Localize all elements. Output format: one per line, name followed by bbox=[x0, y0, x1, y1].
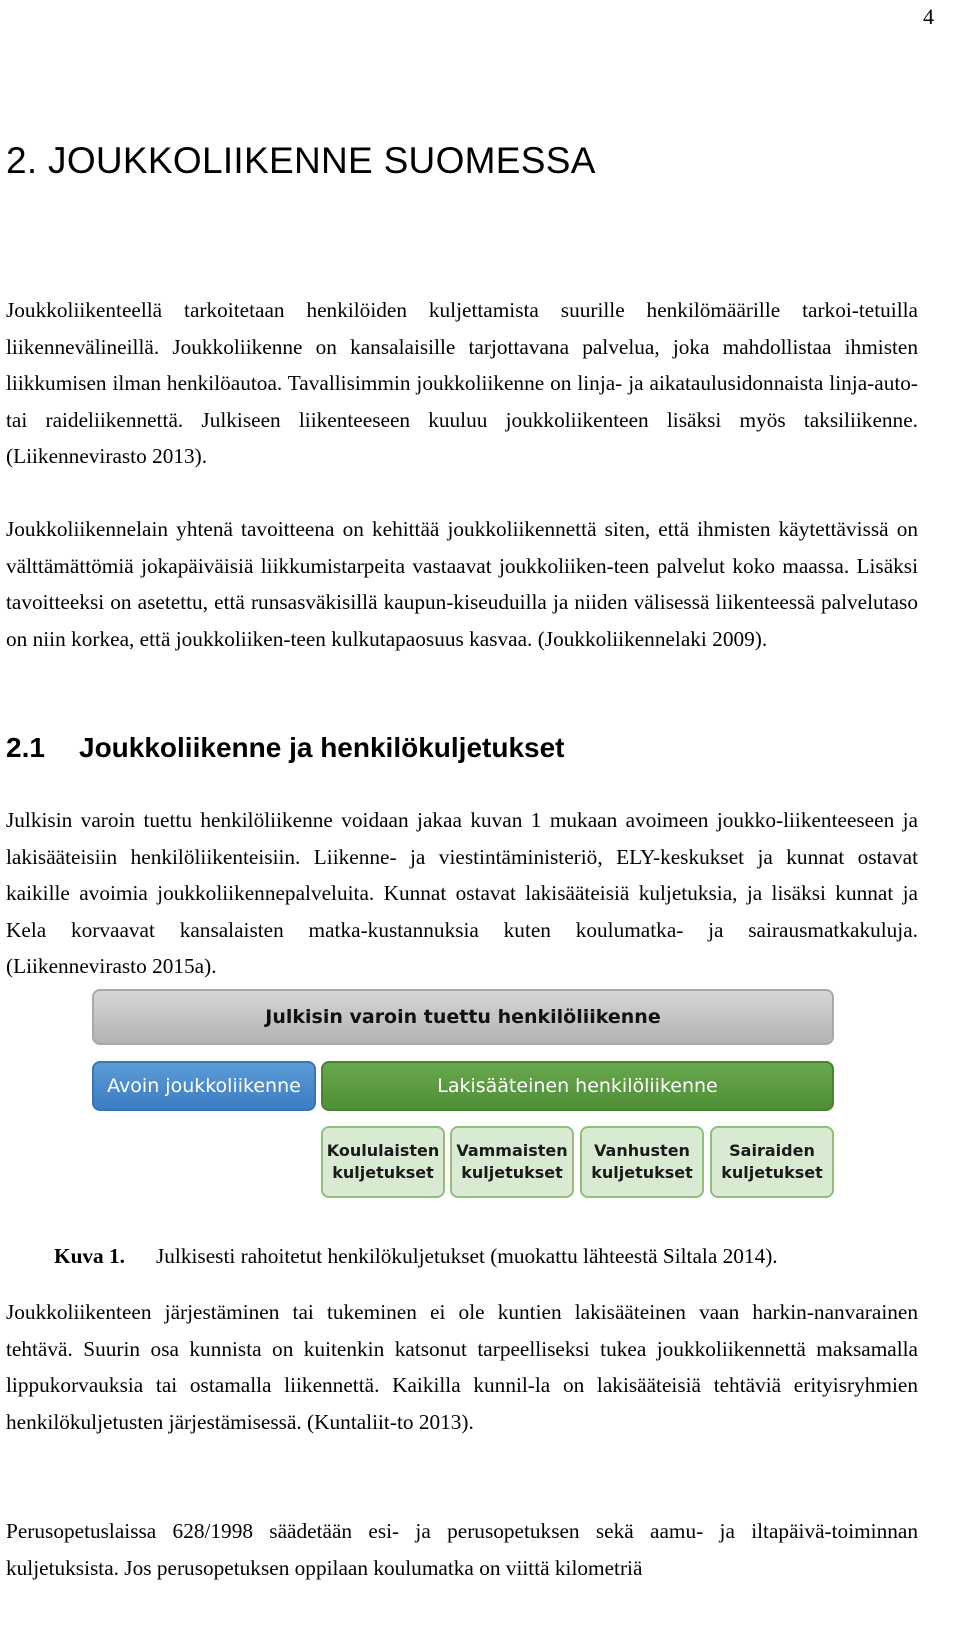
diagram-box-line: kuljetukset bbox=[591, 1163, 693, 1182]
diagram-box-elderly-transport bbox=[580, 1126, 704, 1198]
section-number: 2.1 bbox=[6, 732, 45, 763]
page-number: 4 bbox=[923, 4, 934, 29]
diagram-box-open-transport: Avoin joukkoliikenne bbox=[92, 1061, 316, 1111]
paragraph-4: Joukkoliikenteen järjestäminen tai tukeminen ei ole kuntien lakisääteinen vaan harkin-nanvarainen tehtävä. Suurin osa kunnista on kuitenkin katsonut tarpeelliseksi tukea joukkoliikennettä maksamalla lippukorvauksia tai ostamalla liikennettä. Kaikilla kunnil-la on lakisääteisiä tehtäviä erityisryhmien henkilökuljetusten järjestämisessä. (Kuntaliit-to 2013). bbox=[6, 1300, 918, 1434]
diagram-box-line: Vammaisten bbox=[456, 1141, 568, 1160]
paragraph-1: Joukkoliikenteellä tarkoitetaan henkilöiden kuljettamista suurille henkilömäärille tarkoi-tetuilla liikennevälineillä. Joukkoliikenne on kansalaisille tarjottavana palvelua, joka mahdollistaa ihmisten liikkumisen ilman henkilöautoa. Tavallisimmin joukkoliikenne on linja- ja aikataulusidonnaista linja-auto- tai raideliikennettä. Julkiseen liikenteeseen kuuluu joukkoliikenteen lisäksi myös taksiliikenne. (Liikennevirasto 2013). bbox=[6, 298, 918, 469]
diagram-box-line: Sairaiden bbox=[729, 1141, 815, 1160]
figure-caption bbox=[54, 1244, 778, 1269]
caption-text: Julkisesti rahoitetut henkilökuljetukset (muokattu lähteestä Siltala 2014). bbox=[156, 1244, 778, 1268]
diagram-box-line: Vanhusten bbox=[594, 1141, 690, 1160]
diagram-box-line: kuljetukset bbox=[721, 1163, 823, 1182]
diagram-box-line: kuljetukset bbox=[461, 1163, 563, 1182]
diagram-box-statutory-transport: Lakisääteinen henkilöliikenne bbox=[321, 1061, 834, 1111]
paragraph-2: Joukkoliikennelain yhtenä tavoitteena on kehittää joukkoliikennettä siten, että ihmisten käytettävissä on välttämättömiä jokapäiväisiä liikkumistarpeita vastaavat joukkoliiken-teen palvelut koko maassa. Lisäksi tavoitteeksi on asetettu, että runsasväkisillä kaupun-kiseuduilla ja niiden välisessä liikenteessä palvelutaso on niin korkea, että joukkoliiken-teen kulkutapaosuus kasvaa. (Joukkoliikennelaki 2009). bbox=[6, 517, 918, 651]
paragraph-5: Perusopetuslaissa 628/1998 säädetään esi- ja perusopetuksen sekä aamu- ja iltapäivä-toiminnan kuljetuksista. Jos perusopetuksen oppilaan koulumatka on viittä kilometriä bbox=[6, 1519, 918, 1580]
diagram-box-school-transport bbox=[321, 1126, 445, 1198]
paragraph-3: Julkisin varoin tuettu henkilöliikenne voidaan jakaa kuvan 1 mukaan avoimeen joukko-liikenteeseen ja lakisääteisiin henkilöliikenteisiin. Liikenne- ja viestintäministeriö, ELY-keskukset ja kunnat ostavat kaikille avoimia joukkoliikennepalveluita. Kunnat ostavat lakisääteisiä kuljetuksia, ja lisäksi kunnat ja Kela korvaavat kansalaisten matka-kustannuksia kuten koulumatka- ja sairausmatkakuluja. (Liikennevirasto 2015a). bbox=[6, 808, 918, 979]
section-heading bbox=[6, 732, 565, 764]
diagram-box-disabled-transport bbox=[450, 1126, 574, 1198]
diagram-box-line: kuljetukset bbox=[332, 1163, 434, 1182]
diagram-box-sick-transport bbox=[710, 1126, 834, 1198]
section-title: Joukkoliikenne ja henkilökuljetukset bbox=[79, 732, 565, 763]
caption-label: Kuva 1. bbox=[54, 1244, 126, 1268]
diagram-box-public-transport: Julkisin varoin tuettu henkilöliikenne bbox=[92, 989, 834, 1045]
diagram-box-line: Koululaisten bbox=[326, 1141, 440, 1160]
chapter-heading: 2. JOUKKOLIIKENNE SUOMESSA bbox=[6, 140, 596, 181]
figure-diagram bbox=[90, 987, 836, 1201]
